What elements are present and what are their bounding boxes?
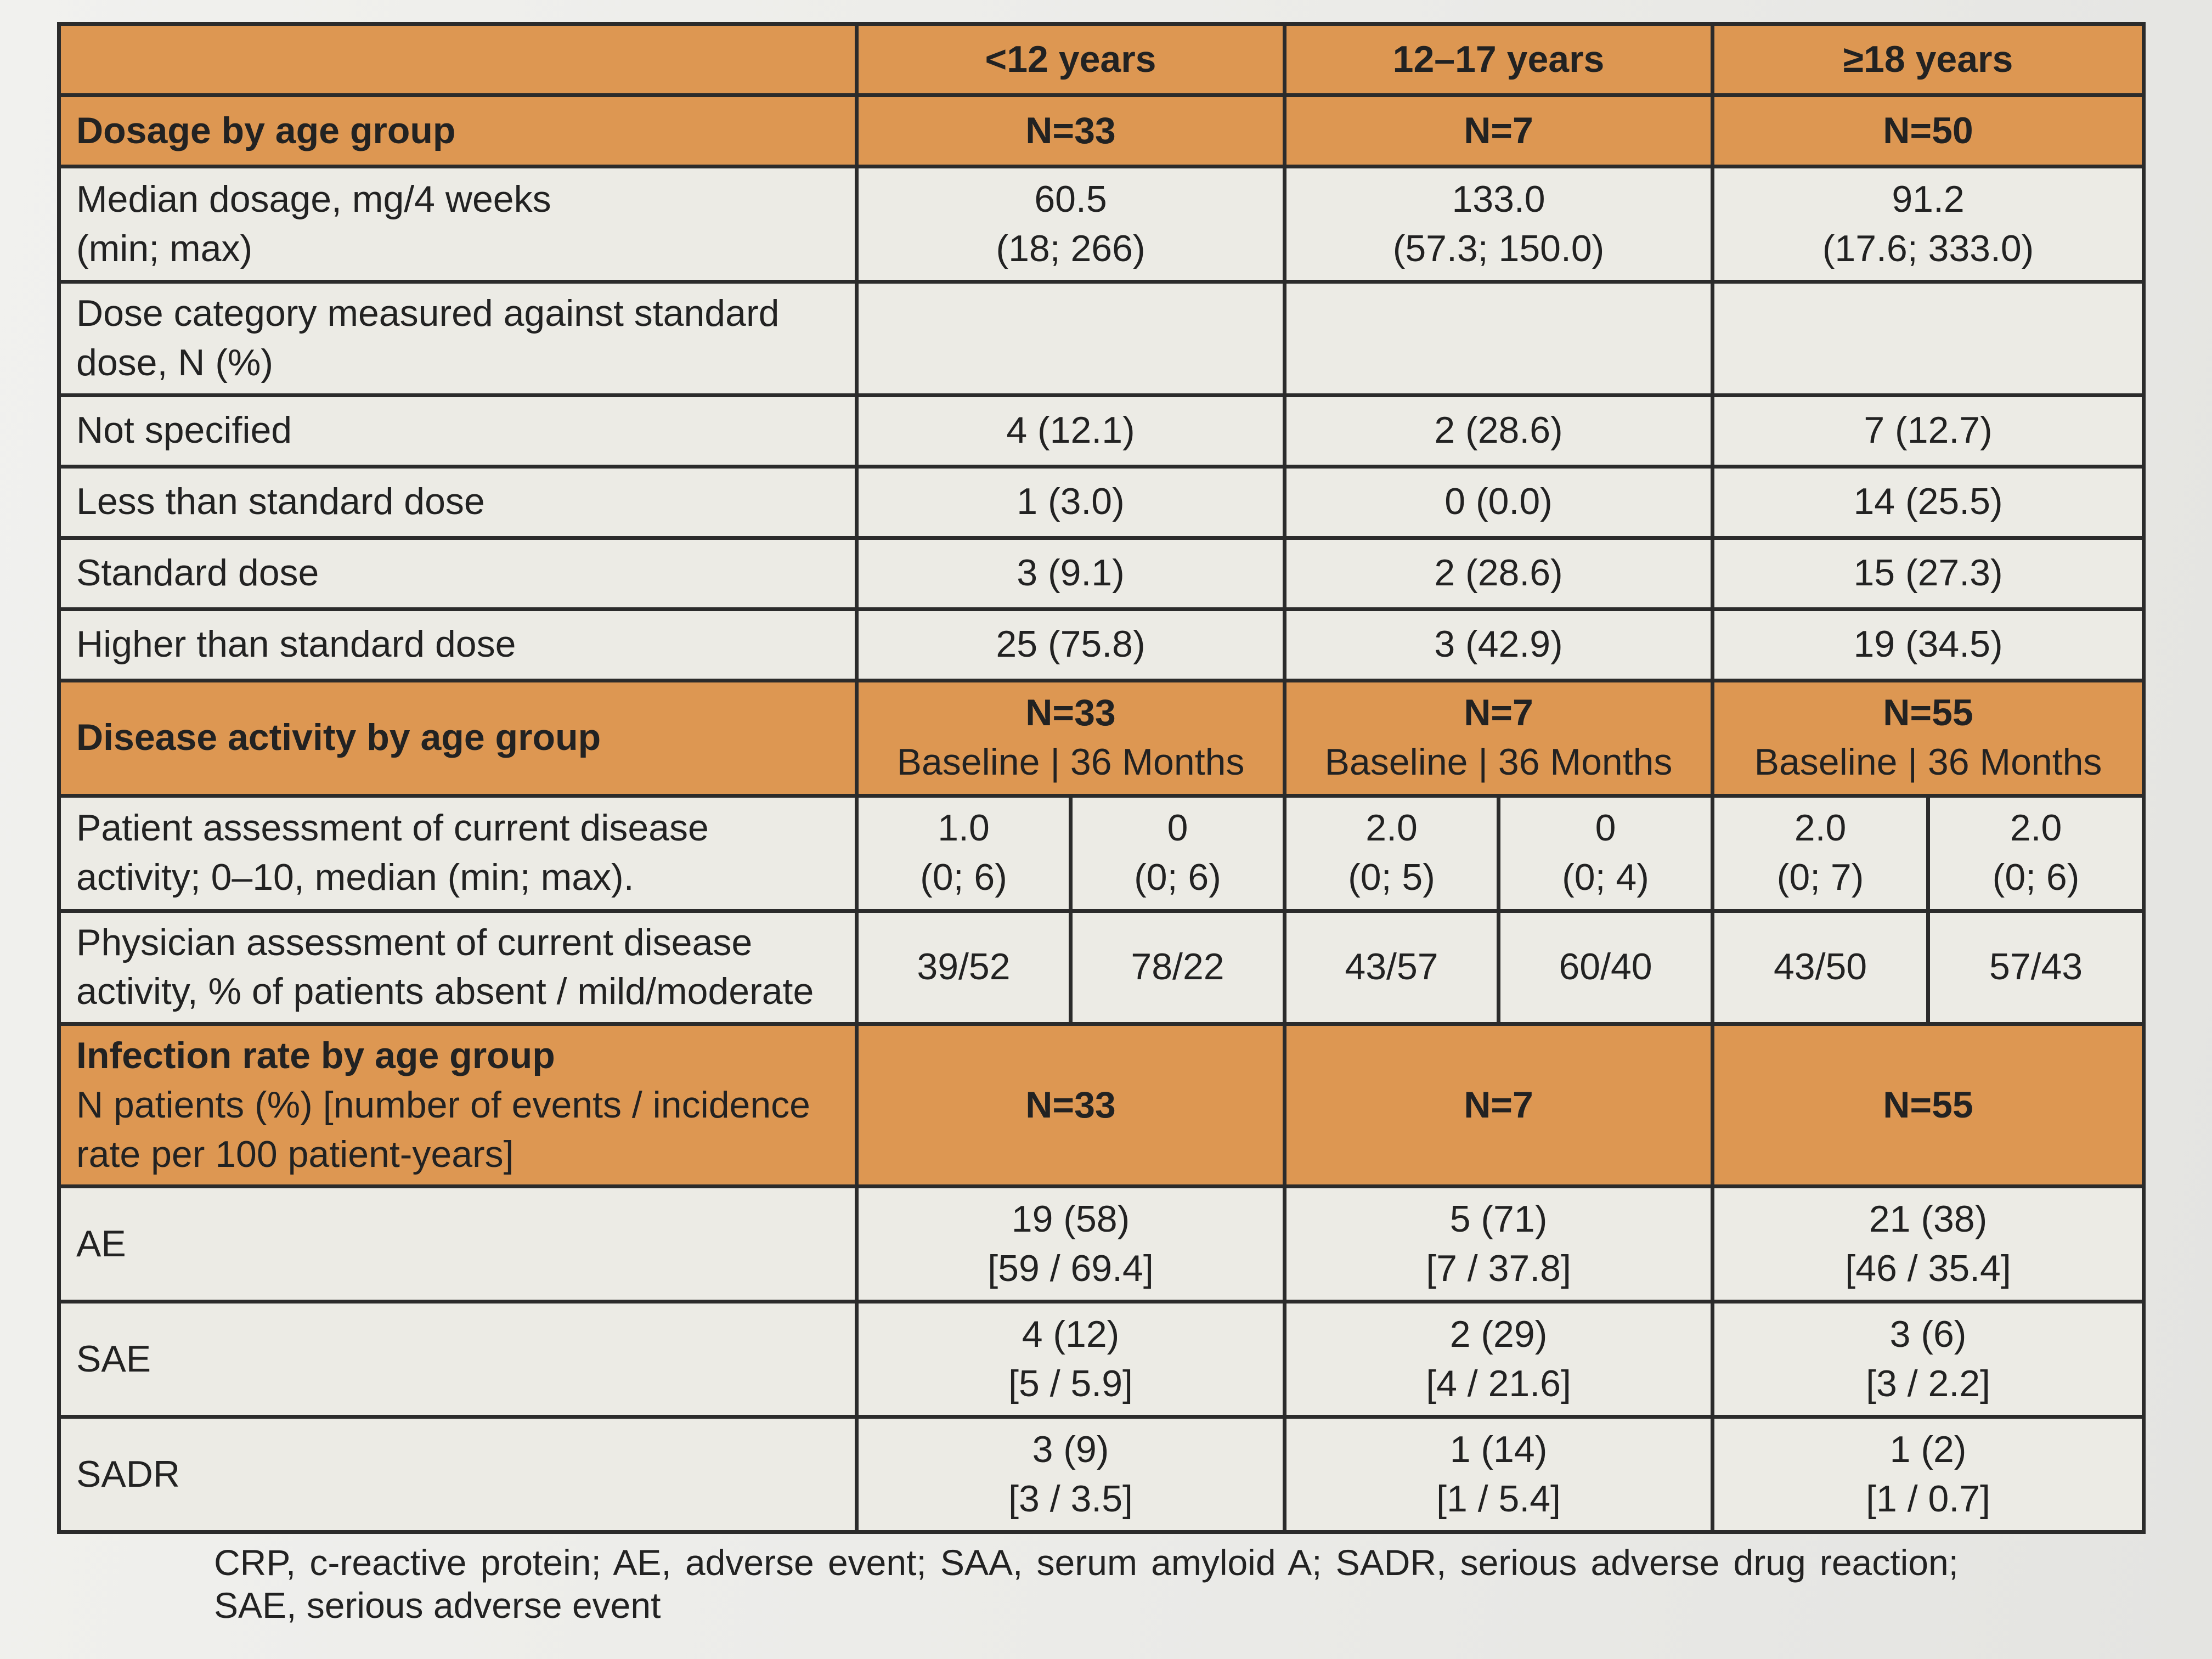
header-blank-cell xyxy=(59,24,857,95)
events-value: [5 / 5.9] xyxy=(1008,1362,1133,1404)
events-value: [59 / 69.4] xyxy=(988,1247,1154,1289)
infection-subtitle-line2: rate per 100 patient-years] xyxy=(76,1133,514,1175)
infection-label: AE xyxy=(59,1187,857,1302)
infection-label: SADR xyxy=(59,1417,857,1532)
empty-cell xyxy=(857,282,1285,396)
category-row-higher-than-standard xyxy=(59,609,2144,680)
infection-value xyxy=(1285,1187,1713,1302)
events-value: [1 / 5.4] xyxy=(1436,1477,1561,1520)
n-label: N=7 xyxy=(1464,692,1533,734)
median-value: 91.2 xyxy=(1892,178,1965,220)
patient-value xyxy=(1285,795,1499,911)
median-dosage-label xyxy=(59,167,857,282)
median-value: 60.5 xyxy=(1034,178,1107,220)
range-value: (57.3; 150.0) xyxy=(1392,227,1605,269)
age-group-12-17: 12–17 years xyxy=(1285,24,1713,95)
timepoint-subheader: Baseline | 36 Months xyxy=(896,741,1245,783)
physician-assessment-label-line1: Physician assessment of current disease xyxy=(76,921,753,963)
median-value: 2.0 xyxy=(2010,807,2062,849)
dose-category-label-line1: Dose category measured against standard xyxy=(76,292,780,334)
physician-value: 43/57 xyxy=(1285,911,1499,1024)
dosage-n-under-12: N=33 xyxy=(857,95,1285,167)
infection-section-title xyxy=(59,1024,857,1187)
physician-value: 60/40 xyxy=(1499,911,1713,1024)
patients-value: 19 (58) xyxy=(1011,1198,1130,1240)
physician-assessment-label-line2: activity, % of patients absent / mild/moderate xyxy=(76,970,814,1013)
patients-value: 3 (6) xyxy=(1889,1313,1967,1355)
infection-value xyxy=(857,1187,1285,1302)
category-value: 0 (0.0) xyxy=(1285,466,1713,538)
patient-assessment-label-line2: activity; 0–10, median (min; max). xyxy=(76,856,634,898)
physician-value: 57/43 xyxy=(1928,911,2144,1024)
empty-cell xyxy=(1285,282,1713,396)
infection-value xyxy=(1285,1417,1713,1532)
dose-category-label-line2: dose, N (%) xyxy=(76,341,273,383)
category-label: Less than standard dose xyxy=(59,466,857,538)
infection-n-under-12: N=33 xyxy=(857,1024,1285,1187)
disease-n-under-12 xyxy=(857,680,1285,795)
category-value: 3 (9.1) xyxy=(857,538,1285,609)
dosage-section-row xyxy=(59,95,2144,167)
infection-title: Infection rate by age group xyxy=(76,1035,555,1076)
infection-n-12-17: N=7 xyxy=(1285,1024,1713,1187)
category-value: 2 (28.6) xyxy=(1285,538,1713,609)
patient-assessment-label xyxy=(59,795,857,911)
median-dosage-label-line2: (min; max) xyxy=(76,227,253,269)
events-value: [3 / 3.5] xyxy=(1008,1477,1133,1520)
median-value: 2.0 xyxy=(1365,807,1418,849)
infection-value xyxy=(857,1302,1285,1417)
empty-cell xyxy=(1713,282,2144,396)
median-dosage-label-line1: Median dosage, mg/4 weeks xyxy=(76,178,551,220)
median-dosage-12-17 xyxy=(1285,167,1713,282)
patients-value: 4 (12) xyxy=(1022,1313,1120,1355)
category-value: 2 (28.6) xyxy=(1285,395,1713,466)
patient-assessment-row xyxy=(59,795,2144,911)
category-value: 3 (42.9) xyxy=(1285,609,1713,680)
range-value: (0; 7) xyxy=(1776,856,1864,898)
events-value: [1 / 0.7] xyxy=(1866,1477,1990,1520)
category-row-not-specified xyxy=(59,395,2144,466)
infection-row-sadr xyxy=(59,1417,2144,1532)
dosage-section-title: Dosage by age group xyxy=(59,95,857,167)
infection-value xyxy=(1713,1302,2144,1417)
range-value: (0; 6) xyxy=(1992,856,2080,898)
n-label: N=33 xyxy=(1025,692,1116,734)
patients-value: 5 (71) xyxy=(1449,1198,1548,1240)
patient-assessment-label-line1: Patient assessment of current disease xyxy=(76,807,709,849)
n-label: N=55 xyxy=(1883,692,1973,734)
physician-value: 78/22 xyxy=(1071,911,1285,1024)
disease-section-title: Disease activity by age group xyxy=(59,680,857,795)
median-value: 0 xyxy=(1595,807,1616,849)
physician-value: 39/52 xyxy=(857,911,1071,1024)
infection-subtitle-line1: N patients (%) [number of events / incidence xyxy=(76,1084,810,1126)
patients-value: 3 (9) xyxy=(1032,1429,1109,1470)
range-value: (17.6; 333.0) xyxy=(1822,227,2034,269)
patients-value: 2 (29) xyxy=(1449,1313,1548,1355)
infection-row-sae xyxy=(59,1302,2144,1417)
range-value: (0; 4) xyxy=(1562,856,1649,898)
dosage-n-18-plus: N=50 xyxy=(1713,95,2144,167)
infection-value xyxy=(1713,1417,2144,1532)
patient-value xyxy=(857,795,1071,911)
disease-section-row xyxy=(59,680,2144,795)
median-dosage-row xyxy=(59,167,2144,282)
dose-category-row xyxy=(59,282,2144,396)
events-value: [4 / 21.6] xyxy=(1426,1362,1571,1404)
category-row-standard xyxy=(59,538,2144,609)
timepoint-subheader: Baseline | 36 Months xyxy=(1754,741,2102,783)
events-value: [7 / 37.8] xyxy=(1426,1247,1571,1289)
category-value: 4 (12.1) xyxy=(857,395,1285,466)
median-dosage-under-12 xyxy=(857,167,1285,282)
category-value: 25 (75.8) xyxy=(857,609,1285,680)
disease-n-18-plus xyxy=(1713,680,2144,795)
median-value: 0 xyxy=(1167,807,1188,849)
category-label: Standard dose xyxy=(59,538,857,609)
timepoint-subheader: Baseline | 36 Months xyxy=(1324,741,1673,783)
patient-value xyxy=(1928,795,2144,911)
median-dosage-18-plus xyxy=(1713,167,2144,282)
dose-category-label xyxy=(59,282,857,396)
events-value: [46 / 35.4] xyxy=(1845,1247,2011,1289)
results-table xyxy=(57,22,2146,1534)
physician-assessment-label xyxy=(59,911,857,1024)
range-value: (0; 5) xyxy=(1348,856,1435,898)
category-value: 14 (25.5) xyxy=(1713,466,2144,538)
range-value: (0; 6) xyxy=(1134,856,1221,898)
patient-value xyxy=(1713,795,1928,911)
median-value: 133.0 xyxy=(1452,178,1545,220)
median-value: 2.0 xyxy=(1794,807,1847,849)
events-value: [3 / 2.2] xyxy=(1866,1362,1990,1404)
category-row-less-than-standard xyxy=(59,466,2144,538)
infection-label: SAE xyxy=(59,1302,857,1417)
range-value: (18; 266) xyxy=(996,227,1146,269)
patients-value: 1 (2) xyxy=(1889,1429,1967,1470)
age-group-18-plus: ≥18 years xyxy=(1713,24,2144,95)
infection-value xyxy=(1713,1187,2144,1302)
category-value: 19 (34.5) xyxy=(1713,609,2144,680)
median-value: 1.0 xyxy=(938,807,990,849)
category-label: Not specified xyxy=(59,395,857,466)
category-value: 15 (27.3) xyxy=(1713,538,2144,609)
infection-value xyxy=(1285,1302,1713,1417)
physician-assessment-row xyxy=(59,911,2144,1024)
infection-n-18-plus: N=55 xyxy=(1713,1024,2144,1187)
infection-row-ae xyxy=(59,1187,2144,1302)
infection-section-row xyxy=(59,1024,2144,1187)
range-value: (0; 6) xyxy=(920,856,1007,898)
category-label: Higher than standard dose xyxy=(59,609,857,680)
dosage-n-12-17: N=7 xyxy=(1285,95,1713,167)
patient-value xyxy=(1071,795,1285,911)
patient-value xyxy=(1499,795,1713,911)
age-group-under-12: <12 years xyxy=(857,24,1285,95)
patients-value: 1 (14) xyxy=(1449,1429,1548,1470)
infection-value xyxy=(857,1417,1285,1532)
disease-n-12-17 xyxy=(1285,680,1713,795)
patients-value: 21 (38) xyxy=(1869,1198,1988,1240)
category-value: 7 (12.7) xyxy=(1713,395,2144,466)
physician-value: 43/50 xyxy=(1713,911,1928,1024)
category-value: 1 (3.0) xyxy=(857,466,1285,538)
age-group-header-row xyxy=(59,24,2144,95)
abbreviations-footnote: CRP, c-reactive protein; AE, adverse event; SAA, serum amyloid A; SADR, serious adverse drug reaction; SAE, serious adverse event xyxy=(214,1542,1959,1626)
